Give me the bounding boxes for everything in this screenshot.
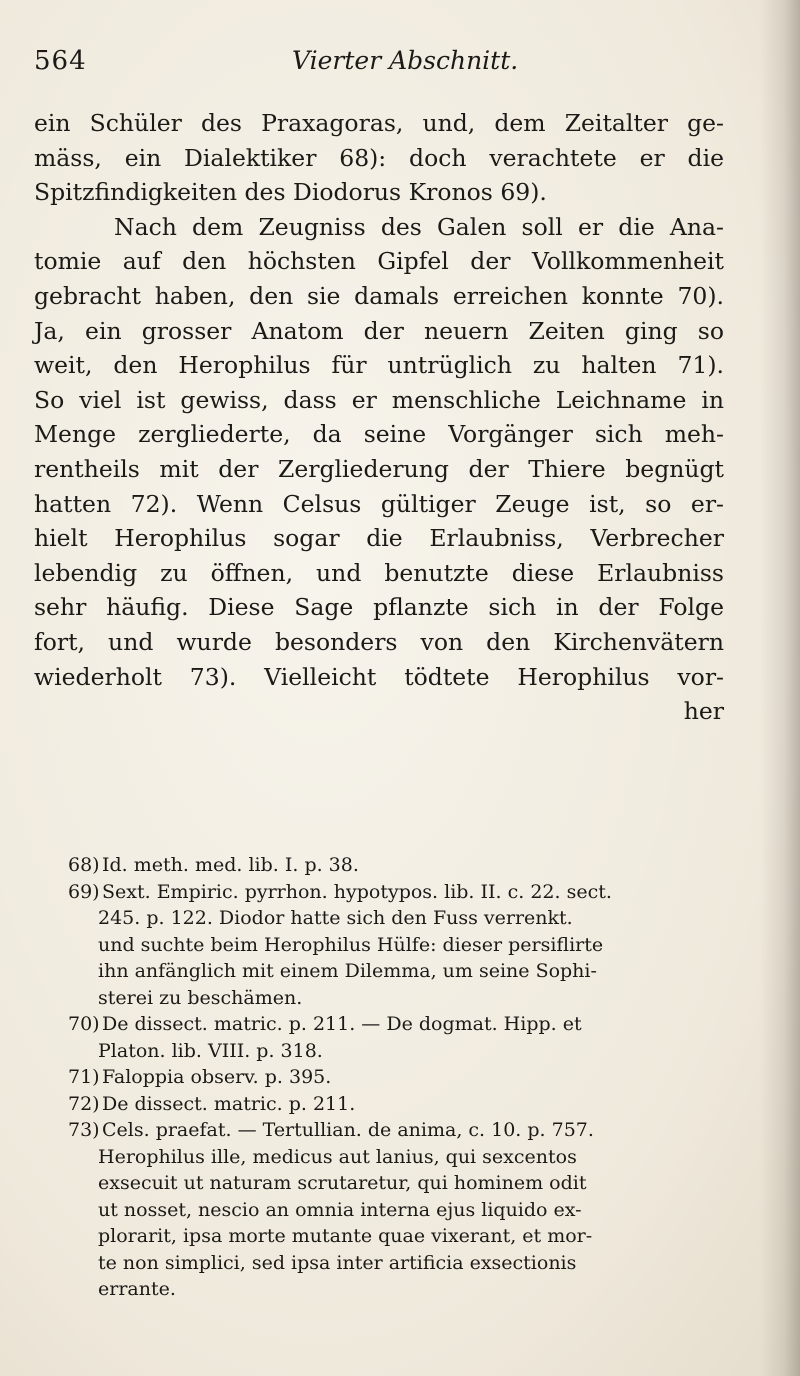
text-line: hatten 72). Wenn Celsus gültiger Zeuge ist, so er- bbox=[34, 489, 724, 518]
text-line: gebracht haben, den sie damals erreichen konnte 70). bbox=[34, 281, 724, 310]
footnote-line: errante. bbox=[98, 1278, 176, 1300]
text-line: rentheils mit der Zergliederung der Thiere begnügt bbox=[34, 454, 724, 483]
text-line: So viel ist gewiss, dass er menschliche Leichname in bbox=[34, 385, 724, 414]
footnote-number: 70) bbox=[68, 1013, 100, 1035]
text-line: tomie auf den höchsten Gipfel der Vollkommenheit bbox=[34, 247, 724, 276]
text-line: sehr häufig. Diese Sage pflanzte sich in der Folge bbox=[34, 593, 724, 622]
text-line: Nach dem Zeugniss des Galen soll er die Ana- bbox=[114, 212, 724, 241]
main-text bbox=[34, 106, 724, 729]
footnote-line: te non simplici, sed ipsa inter artificia exsectionis bbox=[98, 1251, 577, 1274]
text-line: weit, den Herophilus für untrüglich zu halten 71). bbox=[34, 351, 724, 380]
page-header bbox=[34, 46, 734, 86]
footnote-72 bbox=[68, 1091, 724, 1118]
text-line: Ja, ein grosser Anatom der neuern Zeiten ging so bbox=[34, 316, 724, 345]
footnote-number: 69) bbox=[68, 880, 100, 903]
footnote-line: 245. p. 122. Diodor hatte sich den Fuss verrenkt. bbox=[98, 907, 573, 929]
footnote-line: Herophilus ille, medicus aut lanius, qui sexcentos bbox=[98, 1145, 577, 1168]
footnote-line: De dissect. matric. p. 211. — De dogmat. Hipp. et bbox=[102, 1013, 582, 1035]
text-line: ein Schüler des Praxagoras, und, dem Zeitalter ge- bbox=[34, 109, 724, 137]
footnote-line: Platon. lib. VIII. p. 318. bbox=[98, 1039, 323, 1062]
footnote-line: exsecuit ut naturam scrutaretur, qui hominem odit bbox=[98, 1172, 587, 1194]
footnotes bbox=[68, 852, 724, 1303]
catchword: her bbox=[683, 697, 724, 726]
text-line: mäss, ein Dialektiker 68): doch verachtete er die bbox=[34, 143, 724, 172]
footnote-70 bbox=[68, 1011, 724, 1064]
text-line: wiederholt 73). Vielleicht tödtete Herophilus vor- bbox=[34, 662, 724, 691]
page-number: 564 bbox=[34, 46, 87, 76]
footnote-line: Id. meth. med. lib. I. p. 38. bbox=[102, 854, 359, 876]
text-line: Menge zergliederte, da seine Vorgänger sich meh- bbox=[34, 420, 724, 449]
footnote-number: 68) bbox=[68, 854, 100, 876]
footnote-line: Faloppia observ. p. 395. bbox=[102, 1066, 332, 1088]
footnote-69 bbox=[68, 879, 724, 1012]
footnote-71 bbox=[68, 1064, 724, 1091]
footnote-68 bbox=[68, 852, 724, 879]
footnote-line: sterei zu beschämen. bbox=[98, 986, 303, 1009]
footnote-line: ihn anfänglich mit einem Dilemma, um seine Sophi- bbox=[98, 960, 597, 982]
footnote-line: Sext. Empiric. pyrrhon. hypotypos. lib. II. c. 22. sect. bbox=[102, 880, 612, 903]
footnote-73 bbox=[68, 1117, 724, 1303]
footnote-line: plorarit, ipsa morte mutante quae vixerant, et mor- bbox=[98, 1225, 593, 1247]
text-line: fort, und wurde besonders von den Kirchenvätern bbox=[34, 627, 724, 656]
footnote-number: 72) bbox=[68, 1092, 100, 1115]
footnote-number: 73) bbox=[68, 1119, 100, 1141]
text-line: Spitzfindigkeiten des Diodorus Kronos 69). bbox=[34, 178, 547, 207]
footnote-line: Cels. praefat. — Tertullian. de anima, c. 10. p. 757. bbox=[102, 1119, 594, 1141]
running-title: Vierter Abschnitt. bbox=[292, 46, 519, 75]
footnote-line: De dissect. matric. p. 211. bbox=[102, 1092, 356, 1115]
text-line: lebendig zu öffnen, und benutzte diese Erlaubniss bbox=[34, 558, 724, 587]
footnote-line: und suchte beim Herophilus Hülfe: dieser persiflirte bbox=[98, 933, 604, 956]
footnote-number: 71) bbox=[68, 1066, 100, 1088]
text-line: hielt Herophilus sogar die Erlaubniss, Verbrecher bbox=[34, 524, 724, 553]
page-edge-shadow bbox=[760, 0, 800, 1376]
footnote-line: ut nosset, nescio an omnia interna ejus liquido ex- bbox=[98, 1198, 582, 1221]
